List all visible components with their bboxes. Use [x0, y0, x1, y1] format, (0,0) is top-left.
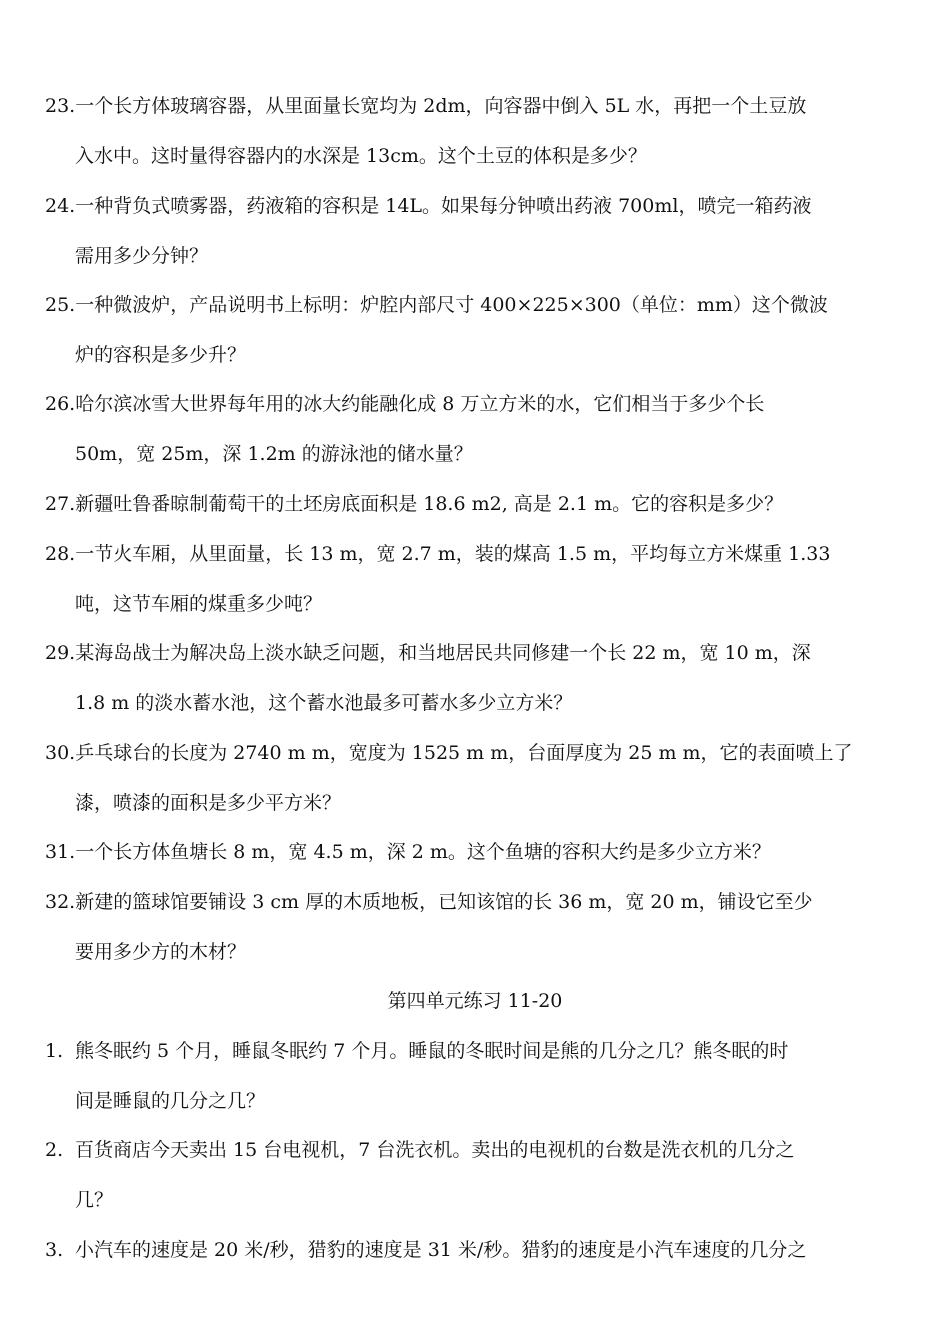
problem-27 — [45, 479, 907, 529]
problem-text: 小汽车的速度是 20 米/秒，猎豹的速度是 31 米/秒。猎豹的速度是小汽车速度的几分之 — [75, 1239, 807, 1261]
problem-text: 炉的容积是多少升？ — [75, 344, 247, 366]
problem-31 — [45, 827, 907, 877]
problem-text: 漆，喷漆的面积是多少平方米？ — [75, 792, 342, 814]
problem-number: 3. — [45, 1239, 64, 1261]
problem-number: 30. — [45, 742, 76, 764]
problem-text: 哈尔滨冰雪大世界每年用的冰大约能融化成 8 万立方米的水，它们相当于多少个长 — [75, 393, 765, 415]
problem-number: 26. — [45, 393, 76, 415]
problem-text: 百货商店今天卖出 15 台电视机，7 台洗衣机。卖出的电视机的台数是洗衣机的几分之 — [75, 1139, 795, 1161]
section-problem-2 — [45, 1125, 907, 1225]
problem-number: 23. — [45, 95, 76, 117]
section-problem-1 — [45, 1026, 907, 1126]
problem-number: 25. — [45, 294, 76, 316]
problem-text: 熊冬眠约 5 个月，睡鼠冬眠约 7 个月。睡鼠的冬眠时间是熊的几分之几？熊冬眠的时 — [75, 1040, 789, 1062]
problem-text: 一节火车厢，从里面量，长 13 m，宽 2.7 m，装的煤高 1.5 m，平均每立方米煤重 1.33 — [75, 543, 831, 565]
problem-text: 需用多少分钟？ — [75, 245, 209, 267]
problem-text: 入水中。这时量得容器内的水深是 13cm。这个土豆的体积是多少？ — [75, 145, 647, 167]
problem-text: 新建的篮球馆要铺设 3 cm 厚的木质地板，已知该馆的长 36 m，宽 20 m，铺设它至少 — [75, 891, 813, 913]
problem-text: 一种微波炉，产品说明书上标明：炉腔内部尺寸 400×225×300（单位：mm）这个微波 — [75, 294, 828, 316]
problem-text: 1.8 m 的淡水蓄水池，这个蓄水池最多可蓄水多少立方米？ — [75, 692, 573, 714]
problem-29 — [45, 628, 907, 728]
problem-number: 28. — [45, 543, 76, 565]
problem-number: 32. — [45, 891, 76, 913]
problem-number: 1. — [45, 1040, 64, 1062]
problem-text: 几？ — [75, 1189, 114, 1211]
problem-text: 某海岛战士为解决岛上淡水缺乏问题，和当地居民共同修建一个长 22 m，宽 10 m，深 — [75, 642, 811, 664]
problem-23 — [45, 81, 907, 181]
problem-32 — [45, 877, 907, 977]
problem-24 — [45, 181, 907, 281]
problem-number: 27. — [45, 493, 76, 515]
problem-number: 31. — [45, 841, 76, 863]
section-title: 第四单元练习 11-20 — [387, 990, 563, 1012]
problem-text: 吨，这节车厢的煤重多少吨？ — [75, 593, 323, 615]
problem-text: 新疆吐鲁番晾制葡萄干的土坯房底面积是 18.6 m2, 高是 2.1 m。它的容积是多少？ — [75, 493, 784, 515]
problem-25 — [45, 280, 907, 380]
problem-text: 50m，宽 25m，深 1.2m 的游泳池的储水量？ — [75, 443, 473, 465]
problem-text: 一种背负式喷雾器，药液箱的容积是 14L。如果每分钟喷出药液 700ml，喷完一箱药液 — [75, 195, 812, 217]
problem-text: 一个长方体鱼塘长 8 m，宽 4.5 m，深 2 m。这个鱼塘的容积大约是多少立方米？ — [75, 841, 771, 863]
problem-text: 乒乓球台的长度为 2740 m m，宽度为 1525 m m，台面厚度为 25 m m，它的表面喷上了 — [75, 742, 853, 764]
problem-28 — [45, 529, 907, 629]
problem-30 — [45, 728, 907, 828]
section-problem-3 — [45, 1225, 907, 1275]
problem-number: 29. — [45, 642, 76, 664]
problem-26 — [45, 379, 907, 479]
problem-text: 间是睡鼠的几分之几？ — [75, 1090, 266, 1112]
problem-number: 2. — [45, 1139, 64, 1161]
problem-text: 要用多少方的木材？ — [75, 941, 247, 963]
problem-number: 24. — [45, 195, 76, 217]
problem-text: 一个长方体玻璃容器，从里面量长宽均为 2dm，向容器中倒入 5L 水，再把一个土豆放 — [75, 95, 807, 117]
